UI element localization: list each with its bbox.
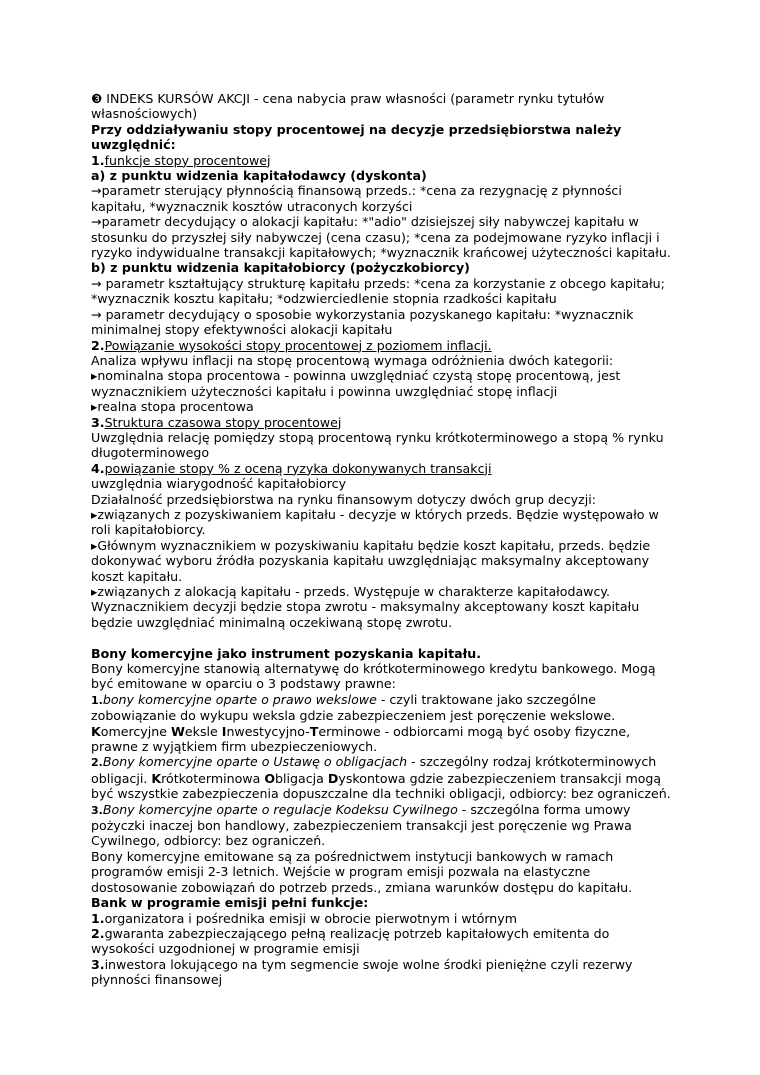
commercial-papers-heading: Bony komercyjne jako instrument pozyskania kapitału. (91, 645, 482, 661)
item-2-title: 2.Powiązanie wysokości stopy procentowej z poziomem inflacji. (91, 337, 492, 353)
decision-allocation: ▸związanych z alokacją kapitału - przeds. Występuje w charakterze kapitałodawcy. Wyznacznikiem decyzji będzie stopa zwrotu - maksymalny akceptowany koszt kapitału będzie uwzględniać minimalną oczekiwaną stopę zwrotu. (91, 584, 640, 630)
borrower-param-1: → parametr kształtujący strukturę kapitału przeds: *cena za korzystanie z obcego kapitału; *wyznacznik kosztu kapitału; *odzwierciedlenie stopnia rzadkości kapitału (91, 275, 665, 307)
item-1-title: 1.funkcje stopy procentowej (91, 152, 271, 168)
kwit-definition: Komercyjne Weksle Inwestycyjno-Terminowe - odbiorcami mogą być osoby fizyczne, prawne z wyjątkiem firm ubezpieczeniowych. (91, 723, 631, 755)
number-three-icon: ❸ (91, 91, 103, 106)
borrower-perspective-heading: b) z punktu widzenia kapitałobiorcy (pożyczkobiorcy) (91, 260, 470, 276)
paragraph-gap (91, 630, 676, 645)
nominal-rate: ▸nominalna stopa procentowa - powinna uwzględniać czystą stopę procentową, jest wyznacznikiem użyteczności kapitału i powinna uwzględniać stopę inflacji (91, 368, 621, 399)
creditworthiness-text: uwzględnia wiarygodność kapitałobiorcy (91, 476, 347, 492)
borrower-param-2: → parametr decydujący o sposobie wykorzystania pozyskanego kapitału: *wyznacznik minimalnej stopy efektywności alokacji kapitału (91, 306, 634, 338)
decision-cost-of-capital: ▸Głównym wyznacznikiem w pozyskiwaniu kapitału będzie koszt kapitału, przeds. będzie dokonywać wyboru źródła pozyskania kapitału uwzględniając maksymalny akceptowany koszt kapitału. (91, 537, 651, 584)
item-3-title: 3.Struktura czasowa stopy procentowej (91, 414, 342, 430)
legal-basis-1: 1.bony komercyjne oparte o prawo wekslowe - czyli traktowane jako szczególne zobowiązanie do wykupu weksla gdzie zabezpieczeniem jest poręczenie wekslowe. (91, 691, 616, 724)
bullet-triangle-icon: ▸ (91, 506, 98, 522)
real-rate: ▸realna stopa procentowa (91, 399, 254, 415)
term-structure-text: Uwzględnia relację pomiędzy stopą procentową rynku krótkoterminowego a stopą % rynku długoterminowego (91, 429, 664, 461)
bullet-triangle-icon: ▸ (91, 399, 98, 415)
item-4-title: 4.powiązanie stopy % z oceną ryzyka dokonywanych transakcji (91, 460, 492, 476)
legal-basis-3: 3.Bony komercyjne oparte o regulacje Kodeksu Cywilnego - szczególna forma umowy pożyczki inaczej bon handlowy, zabezpieczeniem transakcji jest poręczenie wg Prawa Cywilnego, odbiorcy: bez ograniczeń. (91, 801, 632, 849)
document-page (91, 91, 676, 988)
interest-rate-heading: Przy oddziaływaniu stopy procentowej na decyzje przedsiębiorstwa należy uwzględnić: (91, 121, 622, 153)
bullet-triangle-icon: ▸ (91, 368, 98, 384)
commercial-papers-intro: Bony komercyjne stanowią alternatywę do krótkoterminowego kredytu bankowego. Mogą być emitowane w oparciu o 3 podstawy prawne: (91, 661, 656, 692)
bank-function-1: 1.organizatora i pośrednika emisji w obrocie pierwotnym i wtórnym (91, 910, 517, 926)
bank-functions-heading: Bank w programie emisji pełni funkcje: (91, 895, 369, 911)
arrow-right-icon: → (91, 275, 102, 291)
arrow-right-icon: → (91, 183, 102, 199)
lender-param-1: →parametr sterujący płynnością finansową przeds.: *cena za rezygnację z płynności kapitału, *wyznacznik kosztów utraconych korzyści (91, 183, 622, 214)
emission-programs-text: Bony komercyjne emitowane są za pośrednictwem instytucji bankowych w ramach programów emisji 2-3 letnich. Wejście w program emisji pozwala na elastyczne dostosowanie zobowiązań do potrzeb przeds., zmiana warunków dostępu do kapitału. (91, 848, 633, 895)
bank-function-3: 3.inwestora lokującego na tym segmencie swoje wolne środki pieniężne czyli rezerwy płynności finansowej (91, 956, 633, 988)
arrow-right-icon: → (91, 306, 102, 322)
lender-param-2: →parametr decydujący o alokacji kapitału: *"adio" dzisiejszej siły nabywczej kapitału w stosunku do przyszłej siły nabywczej (cena czasu); *cena za podejmowane ryzyko inflacji i ryzyko indywidualne transakcji kapitałowych; *wyznacznik krańcowej użyteczności kapitału. (91, 214, 671, 261)
decision-raising-capital: ▸związanych z pozyskiwaniem kapitału - decyzje w których przeds. Będzie występowało w roli kapitałobiorcy. (91, 506, 659, 538)
inflation-analysis: Analiza wpływu inflacji na stopę procentową wymaga odróżnienia dwóch kategorii: (91, 352, 614, 368)
stock-index-paragraph: ❸ INDEKS KURSÓW AKCJI - cena nabycia praw własności (parametr rynku tytułów własnościowych) (91, 91, 605, 122)
bullet-triangle-icon: ▸ (91, 584, 98, 599)
arrow-right-icon: → (91, 214, 102, 230)
decision-groups-intro: Działalność przedsiębiorstwa na rynku finansowym dotyczy dwóch grup decyzji: (91, 491, 596, 507)
legal-basis-2: 2.Bony komercyjne oparte o Ustawę o obligacjach - szczególny rodzaj krótkoterminowych obligacji. Krótkoterminowa Obligacja Dyskontowa gdzie zabezpieczeniem transakcji mogą być wszystkie zabezpieczenia dopuszczalne dla techniki obligacji, odbiorcy: bez ograniczeń. (91, 754, 671, 802)
lender-perspective-heading: a) z punktu widzenia kapitałodawcy (dyskonta) (91, 168, 427, 184)
bullet-triangle-icon: ▸ (91, 537, 98, 553)
bank-function-2: 2.gwaranta zabezpieczającego pełną realizację potrzeb kapitałowych emitenta do wysokości uzgodnionej w programie emisji (91, 925, 610, 957)
